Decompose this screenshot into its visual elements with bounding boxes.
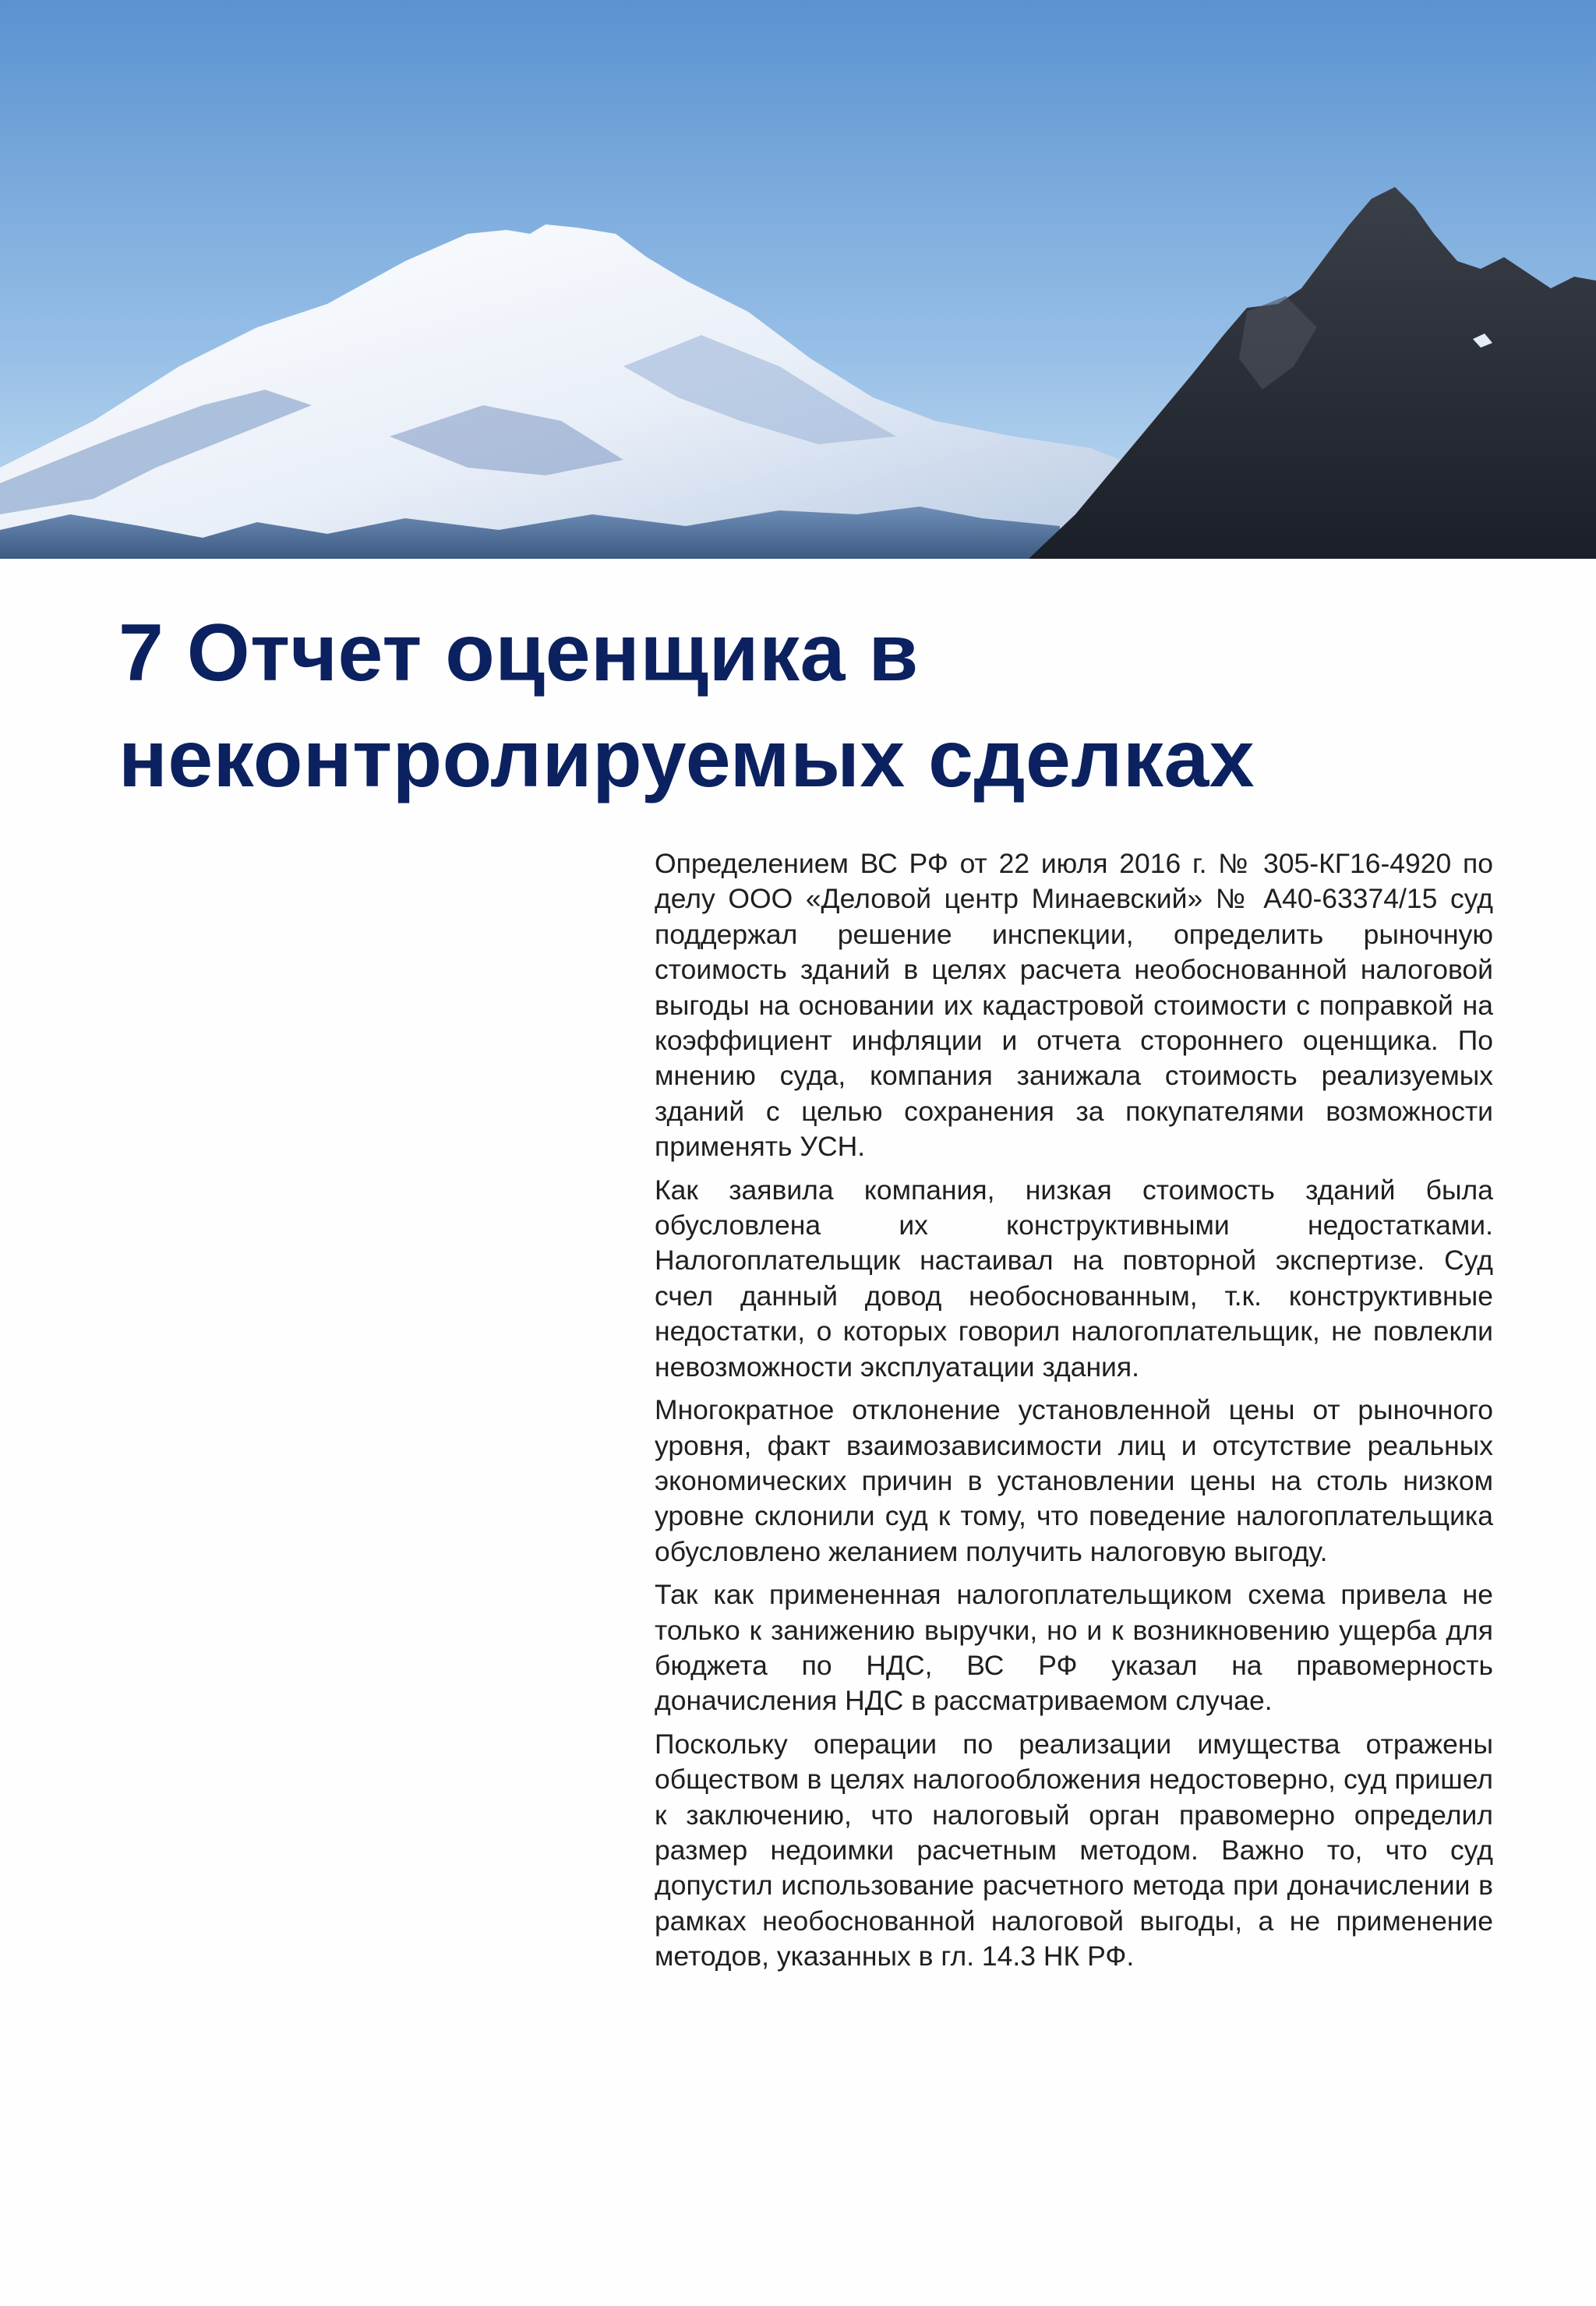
article-body: [655, 846, 1493, 1983]
title-line-1: 7 Отчет оценщика в: [118, 608, 919, 698]
paragraph: Многократное отклонение установленной цены от рыночного уровня, факт взаимозависимости лиц и отсутствие реальных экономических причин в установлении цены на столь низком уровне склонили суд к тому, что поведение налогоплательщика обусловлено желанием получить налоговую выгоду.: [655, 1394, 1493, 1567]
paragraph: Поскольку операции по реализации имущества отражены обществом в целях налогообложения недостоверно, суд пришел к заключению, что налоговый орган правомерно определил размер недоимки расчетным методом. Важно то, что суд допустил использование расчетного метода при доначислении в рамках необоснованной налоговой выгоды, а не применение методов, указанных в гл. 14.3 НК РФ.: [655, 1728, 1493, 1972]
hero-mountain-image: [0, 0, 1596, 559]
paragraph: Так как примененная налогоплательщиком схема привела не только к занижению выручки, но и к возникновению ущерба для бюджета по НДС, ВС РФ указал на правомерность доначисления НДС в рассматриваемом случае.: [655, 1579, 1493, 1717]
mountain-illustration: [0, 0, 1596, 559]
paragraph: Как заявила компания, низкая стоимость зданий была обусловлена их конструктивными недостатками. Налогоплательщик настаивал на повторной экспертизе. Суд счел данный довод необоснованным, т.к. конструктивные недостатки, о которых говорил налогоплательщик, не повлекли невозможности эксплуатации здания.: [655, 1174, 1493, 1383]
title-line-2: неконтролируемых сделках: [118, 714, 1255, 804]
page-title: [118, 600, 1443, 812]
paragraph: Определением ВС РФ от 22 июля 2016 г. № 305-КГ16-4920 по делу ООО «Деловой центр Минаевский» № А40-63374/15 суд поддержал решение инспекции, определить рыночную стоимость зданий в целях расчета необоснованной налоговой выгоды на основании их кадастровой стоимости с поправкой на коэффициент инфляции и отчета стороннего оценщика. По мнению суда, компания занижала стоимость реализуемых зданий с целью сохранения за покупателями возможности применять УСН.: [655, 848, 1493, 1163]
